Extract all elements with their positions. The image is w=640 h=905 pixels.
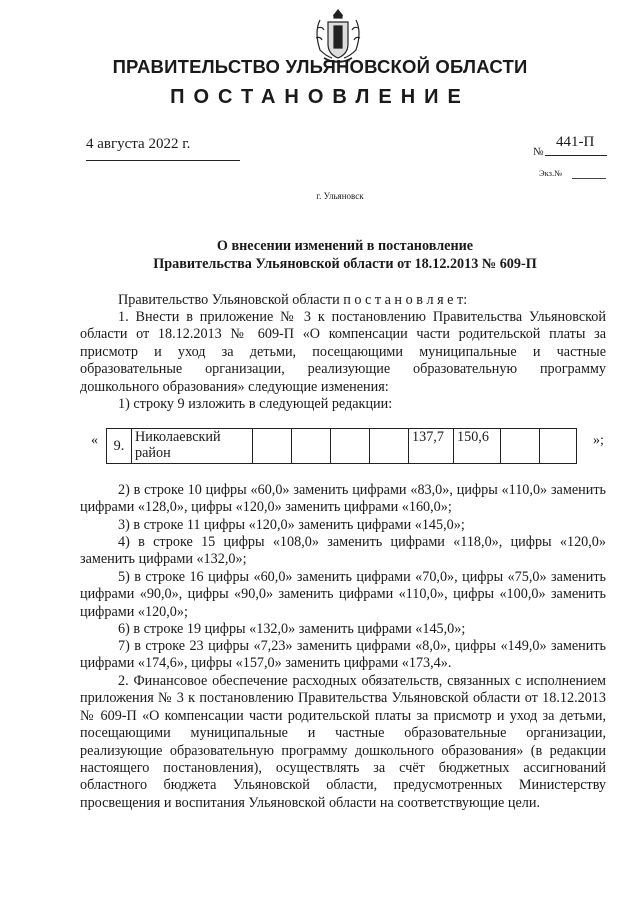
subitem-7-text: 7) в строке 23 цифры «7,23» заменить цифрами «8,0», цифры «149,0» заменить цифрами «174,6», цифры «157,0» заменить цифрами «173,4». [80,638,606,672]
cell-value-2: 150,6 [454,429,501,464]
intro-text: Правительство Ульяновской области п о с т а н о в л я е т: [118,292,468,308]
subitem-6-text: 6) в строке 19 цифры «132,0» заменить цифрами «145,0»; [118,621,466,637]
org-title: ПРАВИТЕЛЬСТВО УЛЬЯНОВСКОЙ ОБЛАСТИ [112,56,528,77]
date-underline [86,160,240,161]
cell-row-number: 9. [107,429,132,464]
subitem-5-paragraph [80,569,606,621]
document-date: 4 августа 2022 г. [86,136,191,152]
subitem-2-paragraph [80,482,606,517]
subitem-1-text: 1) строку 9 изложить в следующей редакции: [118,396,393,412]
copy-number-label: Экз.№ [539,168,563,178]
cell-empty-3 [331,429,370,464]
subitem-3-paragraph [80,517,606,534]
doc-type-title: ПОСТАНОВЛЕНИЕ [170,86,470,108]
intro-paragraph [80,292,606,309]
row-9-table [106,428,577,464]
subitem-3-text: 3) в строке 11 цифры «120,0» заменить цифрами «145,0»; [118,517,465,533]
number-underline [545,155,607,156]
cell-empty-2 [292,429,331,464]
subitem-6-paragraph [80,621,606,638]
cell-empty-5 [501,429,540,464]
subitem-4-text: 4) в строке 15 цифры «108,0» заменить цифрами «118,0», цифры «120,0» заменить цифрами «132,0»; [80,534,606,568]
subitem-5-text: 5) в строке 16 цифры «60,0» заменить цифрами «70,0», цифры «75,0» заменить цифрами «90,0», цифры «90,0» заменить цифрами «110,0», цифры «100,0» заменить цифрами «120,0»; [80,569,606,620]
subitem-4-paragraph [80,534,606,569]
table-open-quote: « [91,433,98,448]
cell-district-name: Николаевский район [132,429,253,464]
cell-empty-1 [253,429,292,464]
document-number: 441-П [556,134,595,150]
cell-empty-6 [540,429,577,464]
table-row [107,429,577,464]
cell-empty-4 [370,429,409,464]
city-label: г. Ульяновск [316,191,364,201]
subject-line-1: О внесении изменений в постановление [216,238,474,254]
cell-value-1: 137,7 [409,429,454,464]
subitem-7-paragraph [80,638,606,673]
copy-number-underline [572,178,606,179]
document-subject [80,237,610,273]
table-close-quote: »; [593,433,604,448]
item-2-paragraph [80,673,606,812]
subitem-1-paragraph [80,396,606,413]
number-prefix: № [533,146,544,158]
item-1-text: 1. Внести в приложение № 3 к постановлению Правительства Ульяновской области от 18.12.2013 № 609-П «О компенсации части родительской платы за присмотр и уход за детьми, посещающими муниципальные и частные образовательные организации, реализующие образовательную программу дошкольного образования» следующие изменения: [80,309,606,395]
subitem-2-text: 2) в строке 10 цифры «60,0» заменить цифрами «83,0», цифры «110,0» заменить цифрами «128,0», цифры «120,0» заменить цифрами «160,0»; [80,482,606,516]
subject-line-2: Правительства Ульяновской области от 18.12.2013 № 609-П [153,256,537,272]
item-2-text: 2. Финансовое обеспечение расходных обязательств, связанных с исполнением приложения № 3 к постановлению Правительства Ульяновской области от 18.12.2013 № 609-П «О компенсации части родительской платы за присмотр и уход за детьми, посещающими муниципальные и частные образовательные организации, реализующие образовательную программу дошкольного образования» (в редакции настоящего постановления), осуществлять за счёт бюджетных ассигнований областного бюджета Ульяновской области, предусмотренных Министерству просвещения и воспитания Ульяновской области на соответствующие цели. [80,673,606,811]
item-1-paragraph [80,309,606,396]
